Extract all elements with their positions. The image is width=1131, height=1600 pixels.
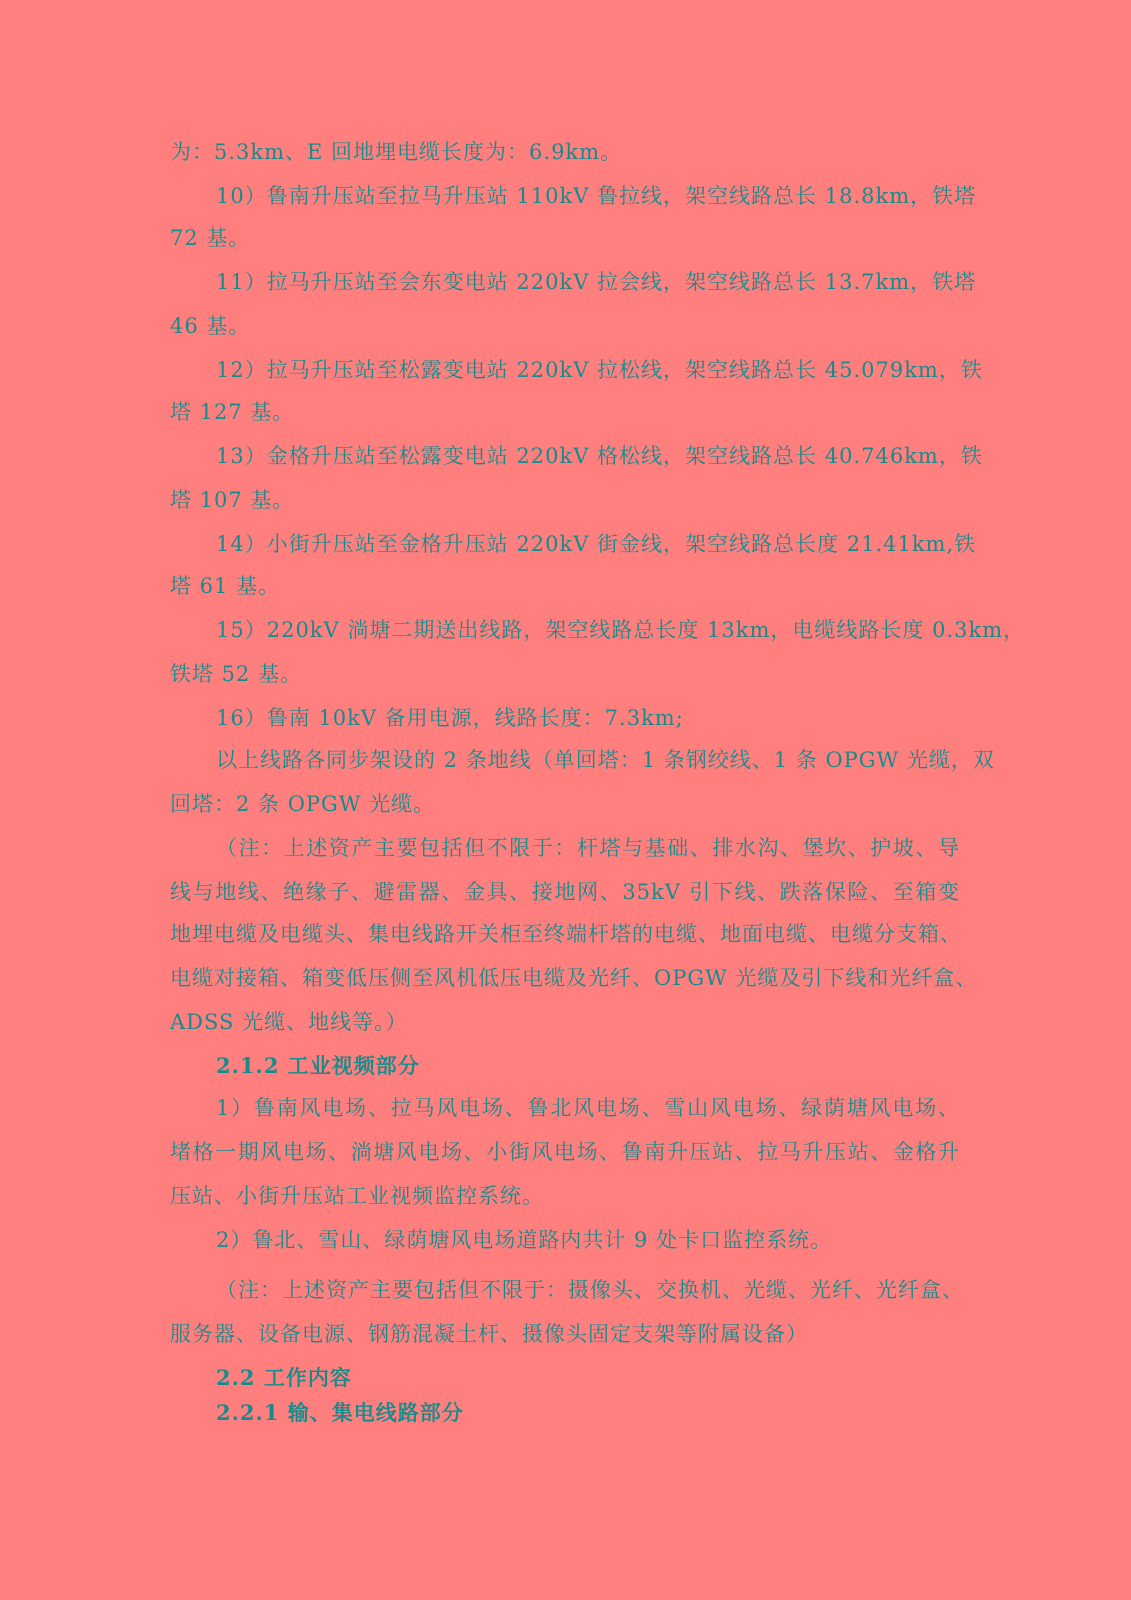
paragraph-line: 11）拉马升压站至会东变电站 220kV 拉会线，架空线路总长 13.7km，铁塔 bbox=[216, 270, 977, 294]
paragraph-line: 压站、小街升压站工业视频监控系统。 bbox=[170, 1184, 544, 1208]
section-heading: 2.1.2 工业视频部分 bbox=[216, 1053, 420, 1078]
paragraph-line: 铁塔 52 基。 bbox=[170, 662, 303, 686]
paragraph-line: 塔 61 基。 bbox=[170, 574, 281, 598]
paragraph-line: 16）鲁南 10kV 备用电源，线路长度：7.3km; bbox=[216, 706, 684, 730]
paragraph-line: 回塔：2 条 OPGW 光缆。 bbox=[170, 792, 436, 816]
paragraph-line: 1）鲁南风电场、拉马风电场、鲁北风电场、雪山风电场、绿荫塘风电场、 bbox=[216, 1096, 960, 1120]
paragraph-line: 以上线路各同步架设的 2 条地线（单回塔：1 条钢绞线、1 条 OPGW 光缆，双 bbox=[216, 748, 995, 772]
paragraph-line: 为：5.3km、E 回地埋电缆长度为：6.9km。 bbox=[170, 140, 623, 164]
paragraph-line: 13）金格升压站至松露变电站 220kV 格松线，架空线路总长 40.746km，铁 bbox=[216, 444, 983, 468]
paragraph-line: （注：上述资产主要包括但不限于：杆塔与基础、排水沟、堡坎、护坡、导 bbox=[216, 836, 960, 860]
paragraph-line: 塔 127 基。 bbox=[170, 400, 295, 424]
paragraph-line: 14）小街升压站至金格升压站 220kV 街金线，架空线路总长度 21.41km,铁 bbox=[216, 532, 977, 556]
paragraph-line: 电缆对接箱、箱变低压侧至风机低压电缆及光纤、OPGW 光缆及引下线和光纤盒、 bbox=[170, 966, 978, 990]
section-heading: 2.2 工作内容 bbox=[216, 1365, 352, 1390]
paragraph-line: （注：上述资产主要包括但不限于：摄像头、交换机、光缆、光纤、光纤盒、 bbox=[216, 1278, 964, 1302]
paragraph-line: 线与地线、绝缘子、避雷器、金具、接地网、35kV 引下线、跌落保险、至箱变 bbox=[170, 880, 960, 904]
paragraph-line: 2）鲁北、雪山、绿荫塘风电场道路内共计 9 处卡口监控系统。 bbox=[216, 1228, 833, 1252]
paragraph-line: 堵格一期风电场、淌塘风电场、小街风电场、鲁南升压站、拉马升压站、金格升 bbox=[170, 1140, 960, 1164]
paragraph-line: 塔 107 基。 bbox=[170, 488, 295, 512]
paragraph-line: 72 基。 bbox=[170, 226, 251, 250]
paragraph-line: ADSS 光缆、地线等。） bbox=[170, 1010, 408, 1034]
paragraph-line: 地埋电缆及电缆头、集电线路开关柜至终端杆塔的电缆、地面电缆、电缆分支箱、 bbox=[170, 922, 962, 946]
paragraph-line: 15）220kV 淌塘二期送出线路，架空线路总长度 13km，电缆线路长度 0.3km， bbox=[216, 618, 1026, 642]
paragraph-line: 46 基。 bbox=[170, 314, 251, 338]
section-heading: 2.2.1 输、集电线路部分 bbox=[216, 1400, 464, 1425]
paragraph-line: 10）鲁南升压站至拉马升压站 110kV 鲁拉线，架空线路总长 18.8km，铁塔 bbox=[216, 184, 977, 208]
paragraph-line: 12）拉马升压站至松露变电站 220kV 拉松线，架空线路总长 45.079km，铁 bbox=[216, 358, 983, 382]
paragraph-line: 服务器、设备电源、钢筋混凝土杆、摄像头固定支架等附属设备） bbox=[170, 1322, 808, 1346]
